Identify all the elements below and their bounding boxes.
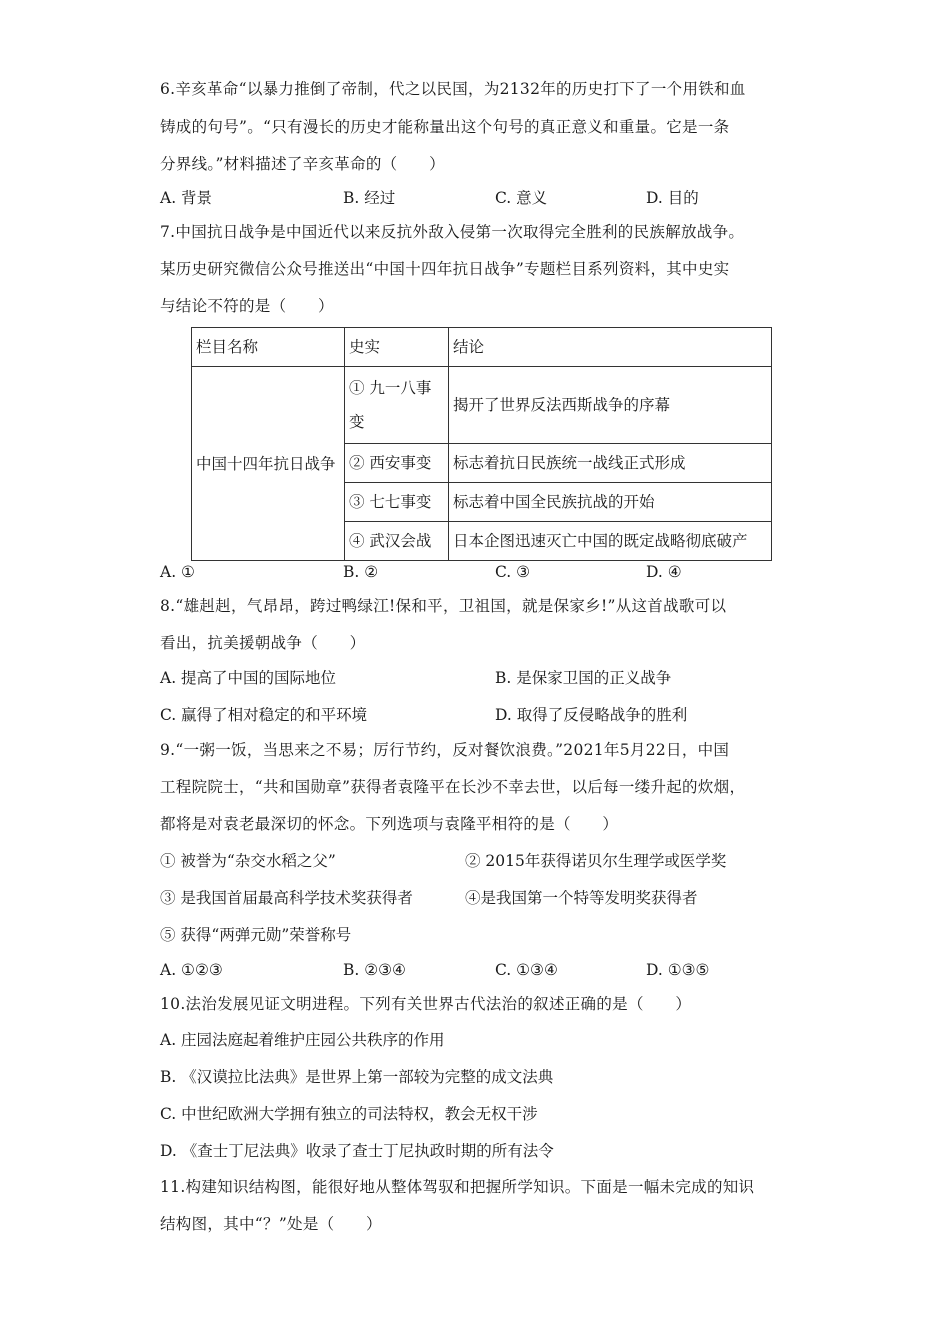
q8-option-b[interactable]: B. 是保家卫国的正义战争 <box>495 669 672 687</box>
q10-option-c[interactable]: C. 中世纪欧洲大学拥有独立的司法特权，教会无权干涉 <box>160 1105 538 1123</box>
q9-option-d[interactable]: D. ①③⑤ <box>646 961 710 979</box>
header-conclusion: 结论 <box>449 328 772 367</box>
q6-line-3: 分界线。”材料描述了辛亥革命的（ ） <box>160 155 445 173</box>
q7-line-3: 与结论不符的是（ ） <box>160 297 334 315</box>
q6-line-1: 6.辛亥革命“以暴力推倒了帝制，代之以民国，为2132年的历史打下了一个用铁和血 <box>160 80 746 98</box>
q9-item-1: ① 被誉为“杂交水稻之父” <box>160 852 336 870</box>
q7-line-1: 7.中国抗日战争是中国近代以来反抗外敌入侵第一次取得完全胜利的民族解放战争。 <box>160 223 745 241</box>
q8-option-a[interactable]: A. 提高了中国的国际地位 <box>160 669 337 687</box>
q7-option-b[interactable]: B. ② <box>343 563 379 581</box>
fact-cell: ① 九一八事变 <box>345 367 449 444</box>
q10-option-a[interactable]: A. 庄园法庭起着维护庄园公共秩序的作用 <box>160 1031 445 1049</box>
q8-option-c[interactable]: C. 赢得了相对稳定的和平环境 <box>160 706 368 724</box>
q11-line-1: 11.构建知识结构图，能很好地从整体驾驭和把握所学知识。下面是一幅未完成的知识 <box>160 1178 755 1196</box>
q9-item-5: ⑤ 获得“两弹元勋”荣誉称号 <box>160 926 352 944</box>
conclusion-cell: 标志着抗日民族统一战线正式形成 <box>449 444 772 483</box>
conclusion-cell: 日本企图迅速灭亡中国的既定战略彻底破产 <box>449 522 772 561</box>
column-name-cell: 中国十四年抗日战争 <box>192 367 345 561</box>
q8-option-d[interactable]: D. 取得了反侵略战争的胜利 <box>495 706 688 724</box>
q6-line-2: 铸成的句号”。“只有漫长的历史才能称量出这个句号的真正意义和重量。它是一条 <box>160 118 730 136</box>
q7-table <box>191 327 772 561</box>
q6-option-a[interactable]: A. 背景 <box>160 189 213 207</box>
conclusion-cell: 揭开了世界反法西斯战争的序幕 <box>449 367 772 444</box>
q9-line-2: 工程院院士，“共和国勋章”获得者袁隆平在长沙不幸去世，以后每一缕升起的炊烟， <box>160 778 746 796</box>
fact-cell: ② 西安事变 <box>345 444 449 483</box>
q10-line-1: 10.法治发展见证文明进程。下列有关世界古代法治的叙述正确的是（ ） <box>160 995 692 1013</box>
q7-option-c[interactable]: C. ③ <box>495 563 531 581</box>
header-column-name: 栏目名称 <box>192 328 345 367</box>
q6-option-d[interactable]: D. 目的 <box>646 189 699 207</box>
q10-option-d[interactable]: D. 《查士丁尼法典》收录了查士丁尼执政时期的所有法令 <box>160 1142 554 1160</box>
q6-option-b[interactable]: B. 经过 <box>343 189 396 207</box>
q7-line-2: 某历史研究微信公众号推送出“中国十四年抗日战争”专题栏目系列资料，其中史实 <box>160 260 730 278</box>
q9-item-3: ③ 是我国首届最高科学技术奖获得者 <box>160 889 413 907</box>
fact-cell: ④ 武汉会战 <box>345 522 449 561</box>
q9-item-2: ② 2015年获得诺贝尔生理学或医学奖 <box>465 852 727 870</box>
q11-line-2: 结构图，其中“？”处是（ ） <box>160 1215 382 1233</box>
table-row <box>192 367 772 444</box>
q7-option-a[interactable]: A. ① <box>160 563 195 581</box>
q9-option-a[interactable]: A. ①②③ <box>160 961 223 979</box>
q10-option-b[interactable]: B. 《汉谟拉比法典》是世界上第一部较为完整的成文法典 <box>160 1068 554 1086</box>
header-fact: 史实 <box>345 328 449 367</box>
q9-line-3: 都将是对袁老最深切的怀念。下列选项与袁隆平相符的是（ ） <box>160 815 619 833</box>
q9-line-1: 9.“一粥一饭，当思来之不易；厉行节约，反对餐饮浪费。”2021年5月22日，中国 <box>160 741 730 759</box>
conclusion-cell: 标志着中国全民族抗战的开始 <box>449 483 772 522</box>
q9-item-4: ④是我国第一个特等发明奖获得者 <box>465 889 698 907</box>
q8-line-2: 看出，抗美援朝战争（ ） <box>160 634 366 652</box>
q8-line-1: 8.“雄赳赳，气昂昂，跨过鸭绿江!保和平，卫祖国，就是保家乡!”从这首战歌可以 <box>160 597 727 615</box>
q6-option-c[interactable]: C. 意义 <box>495 189 548 207</box>
table-header-row <box>192 328 772 367</box>
q7-option-d[interactable]: D. ④ <box>646 563 682 581</box>
fact-cell: ③ 七七事变 <box>345 483 449 522</box>
q9-option-b[interactable]: B. ②③④ <box>343 961 406 979</box>
q9-option-c[interactable]: C. ①③④ <box>495 961 558 979</box>
